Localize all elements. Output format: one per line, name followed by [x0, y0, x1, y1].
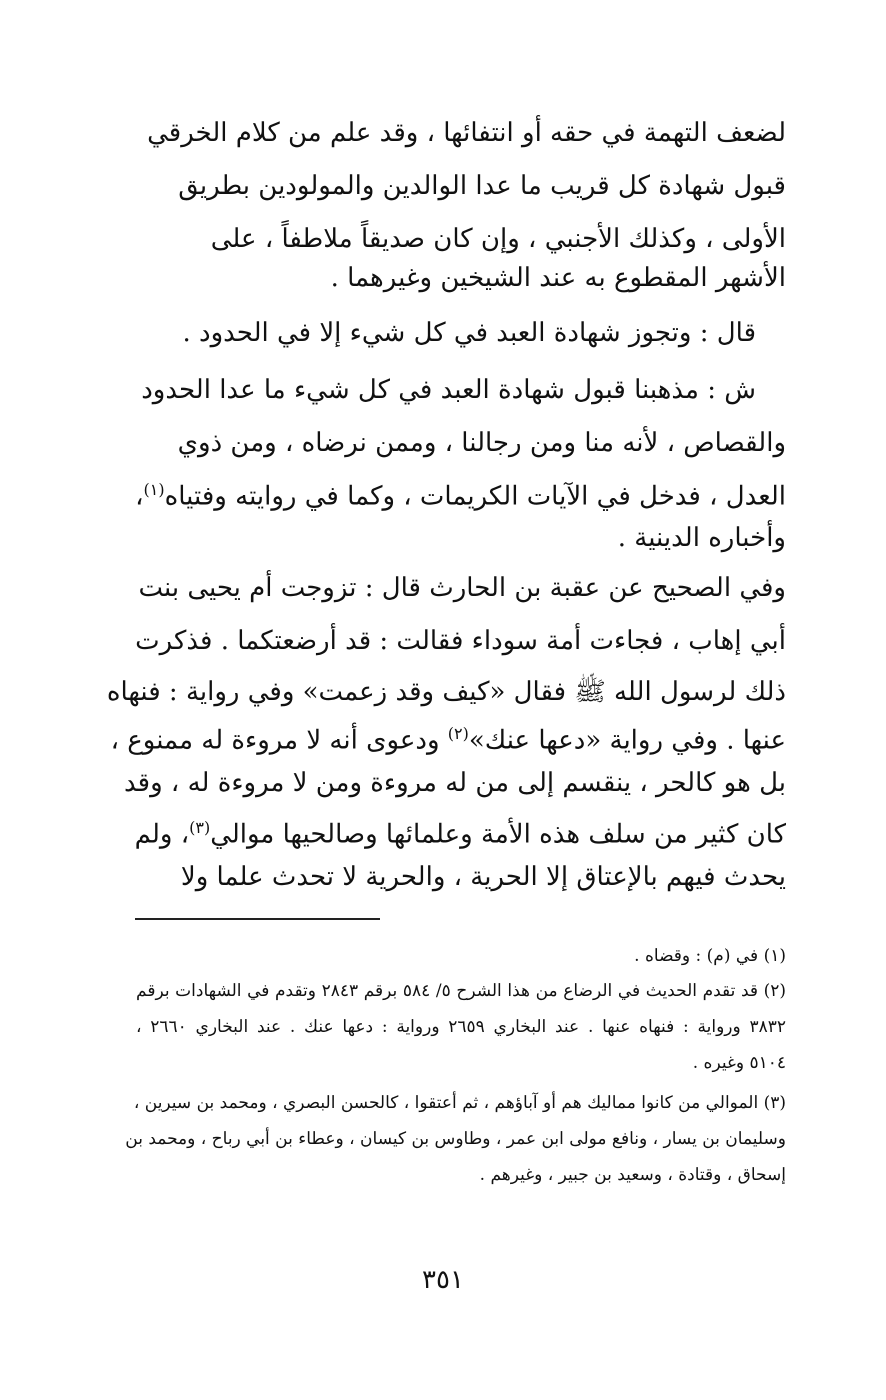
- body-line: الأولى ، وكذلك الأجنبي ، وإن كان صديقاً ملاطفاً ، على: [210, 224, 786, 254]
- footnote-3-line: وسليمان بن يسار ، ونافع مولى ابن عمر ، وطاوس بن كيسان ، وعطاء بن أبي رباح ، ومحمد بن: [125, 1129, 786, 1149]
- footnote-3-line: (٣) الموالي من كانوا مماليك هم أو آباؤهم ، ثم أعتقوا ، كالحسن البصري ، ومحمد بن سيرين ،: [133, 1093, 786, 1113]
- body-line: أبي إهاب ، فجاءت أمة سوداء فقالت : قد أرضعتكما . فذكرت: [135, 626, 786, 656]
- footnote-2-line: ٣٨٣٢ ورواية : فنهاه عنها . عند البخاري ٢٦٥٩ ورواية : دعها عنك . عند البخاري ٢٦٦٠ ،: [136, 1017, 786, 1037]
- footnote-separator: [135, 918, 380, 920]
- body-line: لضعف التهمة في حقه أو انتفائها ، وقد علم من كلام الخرقي: [147, 118, 786, 148]
- footnote-2-line: ٥١٠٤ وغيره .: [692, 1053, 786, 1073]
- footnote-ref: (١): [143, 480, 165, 499]
- body-text: وفي رواية «دعها عنك»: [468, 725, 718, 756]
- body-line: ش : مذهبنا قبول شهادة العبد في كل شيء ما عدا الحدود: [141, 375, 756, 405]
- footnote-ref: (٣): [189, 818, 211, 837]
- body-line: [134, 808, 786, 850]
- footnote-2-line: (٢) قد تقدم الحديث في الرضاع من هذا الشرح ٥/ ٥٨٤ برقم ٢٨٤٣ وتقدم في الشهادات برقم: [136, 981, 786, 1001]
- footnote-1: (١) في (م) : وقضاه .: [634, 946, 786, 966]
- footnote-ref: (٢): [447, 724, 469, 743]
- body-line: الأشهر المقطوع به عند الشيخين وغيرهما .: [330, 263, 786, 293]
- body-line: قال : وتجوز شهادة العبد في كل شيء إلا في الحدود .: [182, 318, 756, 348]
- footnote-3-line: إسحاق ، وقتادة ، وسعيد بن جبير ، وغيرهم .: [479, 1165, 786, 1185]
- body-line: وأخباره الدينية .: [617, 523, 786, 553]
- body-text: ودعوى أنه لا مروءة له ممنوع ،: [110, 725, 440, 756]
- body-text: عنها .: [726, 725, 786, 756]
- body-text: وفي الصحيح عن عقبة بن الحارث قال : تزوجت أم يحيى بنت: [138, 573, 786, 603]
- body-text: ، ولم: [134, 819, 190, 850]
- body-line: ذلك لرسول الله ﷺ فقال «كيف وقد زعمت» وفي رواية : فنهاه: [106, 677, 786, 707]
- body-line: بل هو كالحر ، ينقسم إلى من له مروءة ومن لا مروءة له ، وقد: [124, 768, 786, 798]
- body-text: ،: [135, 481, 144, 512]
- body-line: يحدث فيهم بالإعتاق إلا الحرية ، والحرية لا تحدث علما ولا: [180, 862, 786, 892]
- body-text: كان كثير من سلف هذه الأمة وعلمائها وصالحيها موالي: [210, 819, 786, 850]
- body-line: قبول شهادة كل قريب ما عدا الوالدين والمولودين بطريق: [178, 171, 786, 201]
- body-line: والقصاص ، لأنه منا ومن رجالنا ، وممن نرضاه ، ومن ذوي: [177, 428, 786, 458]
- body-line: [110, 714, 786, 756]
- page-number: ٣٥١: [422, 1265, 464, 1295]
- body-text: العدل ، فدخل في الآيات الكريمات ، وكما في روايته وفتياه: [164, 481, 786, 512]
- body-line: [135, 470, 786, 512]
- body-line: [138, 568, 786, 608]
